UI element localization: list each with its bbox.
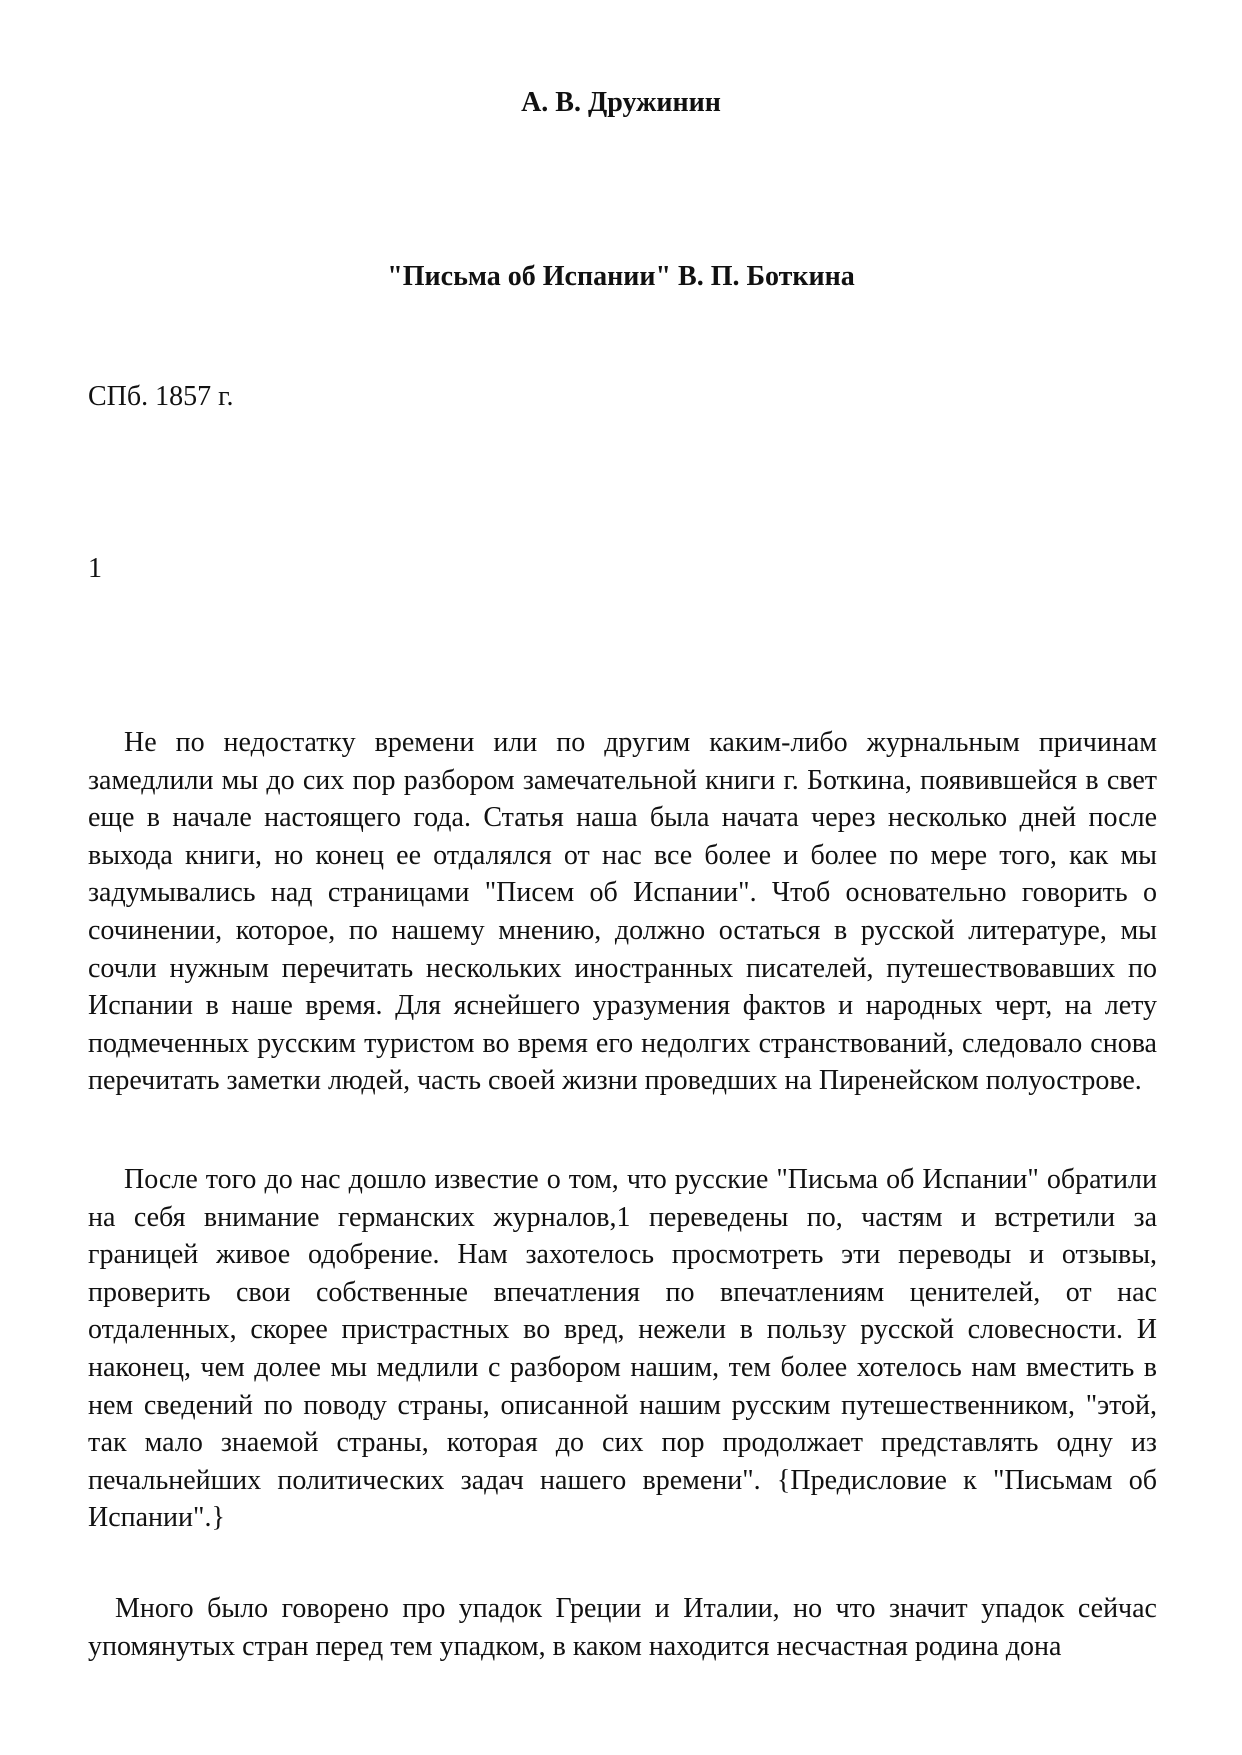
author-heading: А. В. Дружинин [521, 87, 721, 118]
paragraph-2: После того до нас дошло известие о том, что русские "Письма об Испании" обратили на себя внимание германских журналов,1 переведены по, частям и встретили за границей живое одобрение. Нам захотелось просмотреть эти переводы и отзывы, проверить свои собственные впечатления по впечатлениям ценителей, от нас отдаленных, скорее пристрастных во вред, нежели в пользу русской словесности. И наконец, чем долее мы медлили с разбором нашим, тем более хотелось нам вместить в нем сведений по поводу страны, описанной нашим русским путешественником, "этой, так мало знаемой страны, которая до сих пор продолжает представлять одну из печальнейших политических задач нашего времени". {Предисловие к "Письмам об Испании".} [88, 1164, 1157, 1534]
article-title: "Письма об Испании" В. П. Боткина [387, 261, 855, 292]
publication-info: СПб. 1857 г. [88, 381, 234, 412]
paragraph-3: Много было говорено про упадок Греции и Италии, но что значит упадок сейчас упомянутых стран перед тем упадком, в каком находится несчастная родина дона [88, 1593, 1157, 1662]
paragraph-1: Не по недостатку времени или по другим каким-либо журнальным причинам замедлили мы до сих пор разбором замечательной книги г. Боткина, появившейся в свет еще в начале настоящего года. Статья наша была начата через несколько дней после выхода книги, но конец ее отдалялся от нас все более и более по мере того, как мы задумывались над страницами "Писем об Испании". Чтоб основательно говорить о сочинении, которое, по нашему мнению, должно остаться в русской литературе, мы сочли нужным перечитать нескольких иностранных писателей, путешествовавших по Испании в наше время. Для яснейшего уразумения фактов и народных черт, на лету подмеченных русским туристом во время его недолгих странствований, следовало снова перечитать заметки людей, часть своей жизни проведших на Пиренейском полуострове. [88, 727, 1157, 1097]
section-number: 1 [88, 553, 102, 584]
